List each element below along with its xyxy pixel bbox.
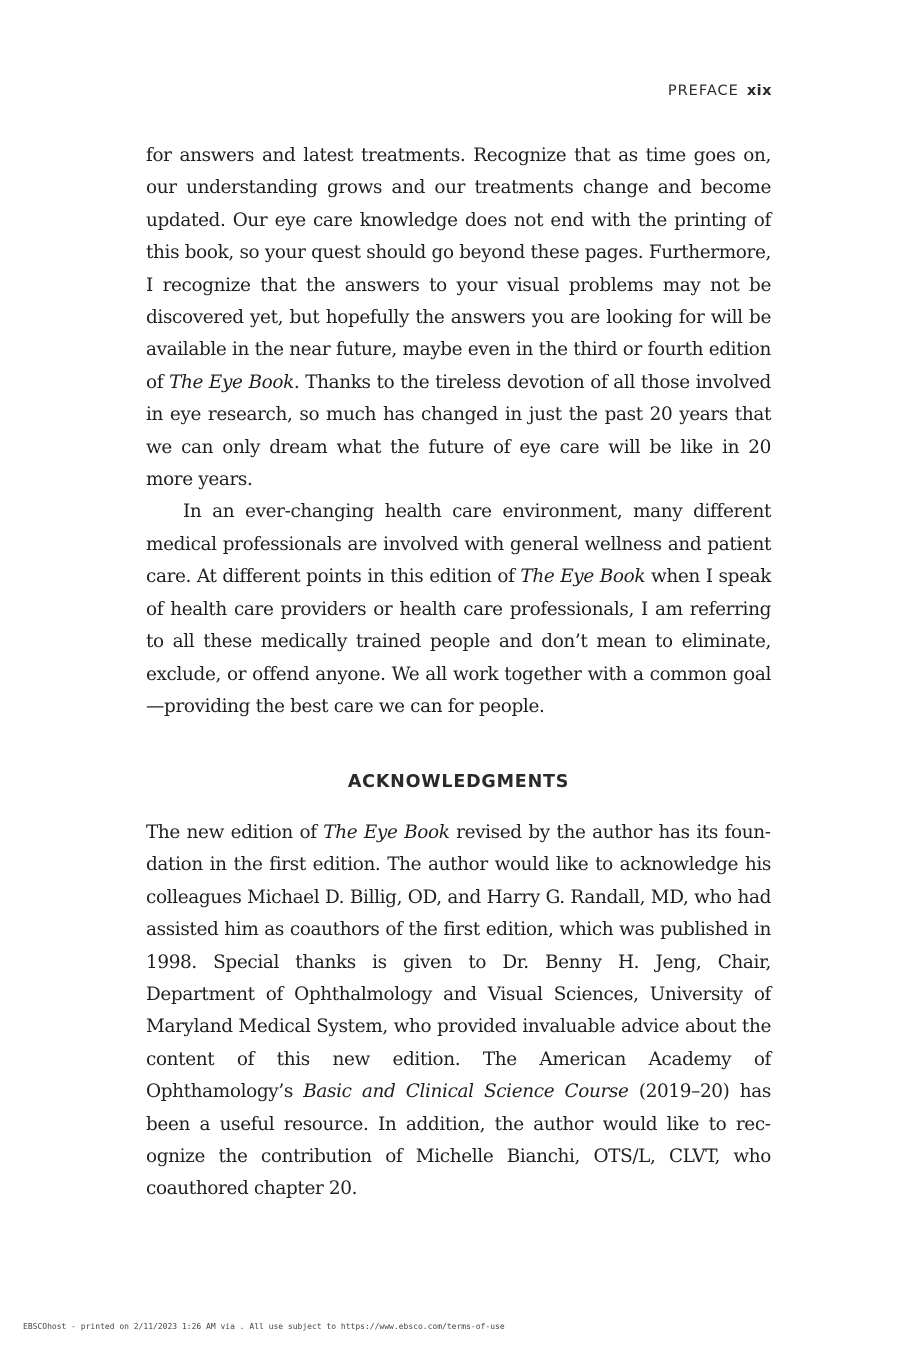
book-title: The Eye Book [520,566,646,588]
preface-paragraph-1: for answers and latest treatments. Recognize that as time goes on, our understanding grows and our treatments change and become updated. Our eye care knowledge does not end with the printing of this book, so your quest should go beyond these pages. Furthermore, I recognize that the answers to your visual problems may not be discovered yet, but hopefully the answers you are looking for will be available in the near future, maybe even in the third or fourth edition of The Eye Book. Thanks to the tireless devotion of all those involved in eye research, so much has changed in just the past 20 years that we can only dream what the future of eye care will be like in 20 more years. [146,145,771,491]
preface-paragraph-2: In an ever-changing health care environment, many different medical professionals are involved with general wellness and patient care. At different points in this edition of The Eye Book when I speak of health care providers or health care professionals, I am referring to all these medically trained people and don’t mean to eliminate, exclude, or offend anyone. We all work together with a common goal—providing the best care we can for people. [146,501,771,717]
running-head-section: PREFACE [667,83,739,99]
book-title: The Eye Book [323,822,450,843]
preface-text [146,140,771,723]
page-number: xix [746,83,772,99]
acknowledgments-heading: ACKNOWLEDGMENTS [347,772,570,792]
running-head [668,83,772,99]
ebsco-footer-notice: EBSCOhost - printed on 2/11/2023 1:26 AM via . All use subject to https://www.ebsco.com/terms-of-use [23,1322,505,1331]
course-title: Basic and Clinical Science Course [303,1081,629,1103]
acknowledgments-text [146,817,771,1206]
acknowledgments-paragraph: The new edition of The Eye Book revised by the author has its foundation in the first edition. The author would like to acknowledge his colleagues Michael D. Billig, OD, and Harry G. Randall, MD, who had assisted him as coauthors of the first edition, which was published in 1998. Special thanks is given to Dr. Benny H. Jeng, Chair, Department of Ophthalmology and Visual Sciences, University of Maryland Medical System, who provided invaluable advice about the content of this new edition. The American Academy of Ophthamology’s Basic and Clinical Science Course (2019–20) has been a useful resource. In addition, the author would like to recognize the contribution of Michelle Bianchi, OTS/L, CLVT, who coauthored chapter 20. [146,822,772,1200]
book-title: The Eye Book [169,371,294,393]
